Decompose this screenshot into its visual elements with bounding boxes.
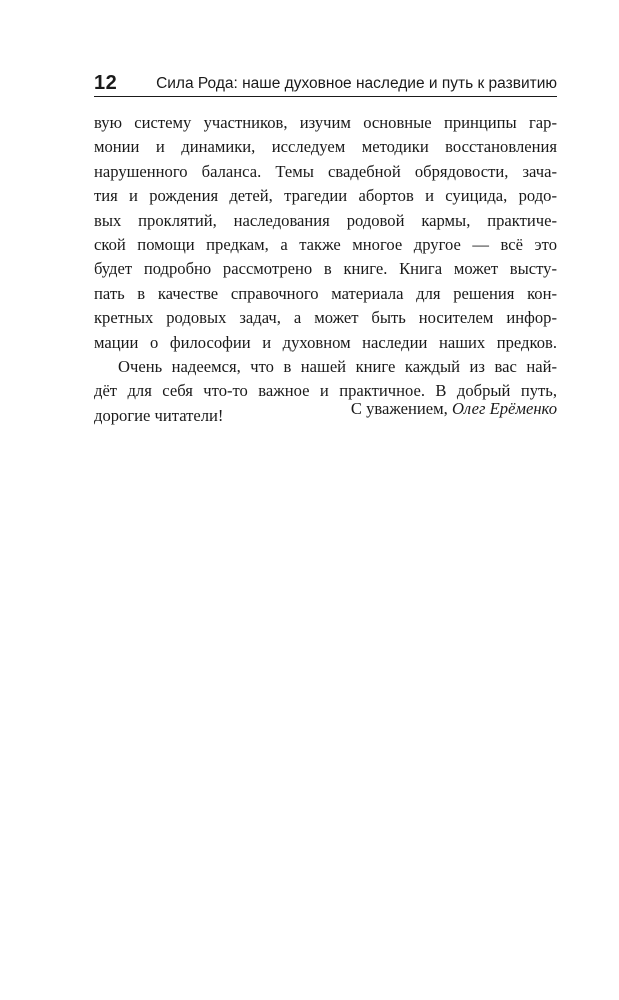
- text-line: нарушенного баланса. Темы свадебной обрядовости, зача-: [94, 161, 557, 181]
- paragraph-1: [94, 111, 557, 355]
- text-line: Очень надеемся, что в нашей книге каждый из вас най-: [118, 356, 557, 376]
- text-line: тия и рождения детей, трагедии абортов и суицида, родо-: [94, 186, 557, 206]
- text-line: кретных родовых задач, а может быть носителем инфор-: [94, 308, 557, 328]
- text-line: вых проклятий, наследования родовой кармы, практиче-: [94, 210, 557, 230]
- text-line: дёт для себя что-то важное и практичное. В добрый путь,: [94, 381, 557, 401]
- signature-salutation: С уважением,: [350, 399, 448, 418]
- body-text: [94, 111, 557, 428]
- page-number: 12: [94, 72, 118, 94]
- running-title: Сила Рода: наше духовное наследие и путь к развитию: [156, 75, 557, 92]
- text-line: вую систему участников, изучим основные принципы гар-: [94, 113, 557, 132]
- signature-author: Олег Ерёменко: [451, 399, 557, 418]
- signature: [351, 397, 557, 421]
- text-line: мации о философии и духовном наследии наших предков.: [94, 332, 557, 352]
- text-line: монии и динамики, исследуем методики восстановления: [94, 137, 557, 157]
- text-line: ской помощи предкам, а также многое другое — всё это: [94, 234, 557, 254]
- text-line: дорогие читатели!: [94, 405, 224, 425]
- running-head: [94, 72, 557, 97]
- text-line: пать в качестве справочного материала для решения кон-: [94, 283, 557, 303]
- text-line: будет подробно рассмотрено в книге. Книга может высту-: [94, 259, 557, 279]
